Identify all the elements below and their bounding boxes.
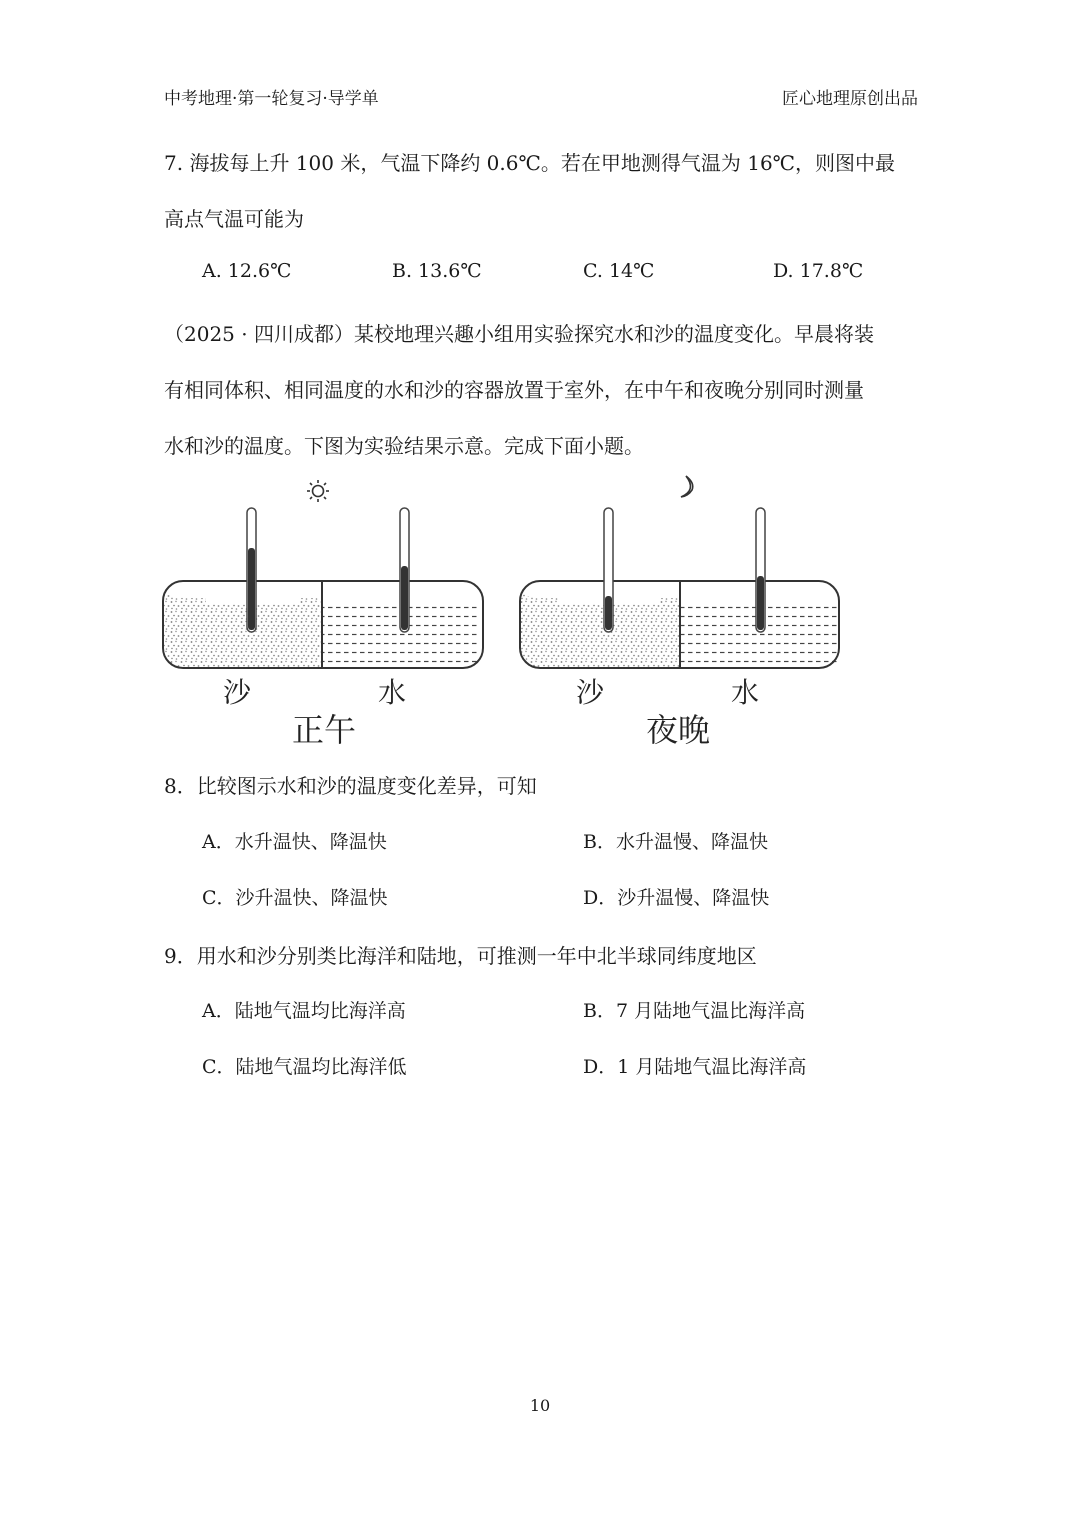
noon-water-thermometer bbox=[400, 508, 409, 632]
intro-line3: 水和沙的温度。下图为实验结果示意。完成下面小题。 bbox=[164, 434, 644, 458]
noon-sand-fill bbox=[163, 592, 322, 668]
noon-panel bbox=[163, 480, 483, 668]
q9-stem: 9．用水和沙分别类比海洋和陆地，可推测一年中北半球同纬度地区 bbox=[164, 944, 757, 968]
header-left: 中考地理·第一轮复习·导学单 bbox=[164, 89, 379, 109]
q7-option-a: A. 12.6℃ bbox=[202, 260, 292, 282]
q9-option-d: D．1 月陆地气温比海洋高 bbox=[583, 1056, 807, 1078]
noon-water-label: 水 bbox=[377, 676, 407, 709]
q8-option-d: D．沙升温慢、降温快 bbox=[583, 887, 770, 909]
night-sand-label: 沙 bbox=[575, 676, 605, 709]
q9-option-b: B．7 月陆地气温比海洋高 bbox=[583, 1000, 806, 1022]
q8-option-c: C．沙升温快、降温快 bbox=[202, 887, 388, 909]
noon-sand-thermometer bbox=[247, 508, 256, 632]
q7-stem-line1: 7. 海拔每上升 100 米，气温下降约 0.6℃。若在甲地测得气温为 16℃，则图中最 bbox=[164, 151, 896, 175]
night-sand-fill bbox=[520, 592, 680, 668]
moon-icon bbox=[681, 476, 693, 497]
night-panel bbox=[520, 476, 839, 668]
night-water-label: 水 bbox=[730, 676, 760, 709]
q9-option-a: A．陆地气温均比海洋高 bbox=[202, 1000, 406, 1022]
intro-line1: （2025 · 四川成都）某校地理兴趣小组用实验探究水和沙的温度变化。早晨将装 bbox=[164, 322, 874, 346]
page-number: 10 bbox=[529, 1396, 551, 1415]
q7-option-b: B. 13.6℃ bbox=[392, 260, 482, 282]
night-water-thermometer bbox=[756, 508, 765, 632]
header-right: 匠心地理原创出品 bbox=[782, 89, 918, 109]
noon-sand-label: 沙 bbox=[222, 676, 252, 709]
night-sand-thermometer bbox=[604, 508, 613, 632]
noon-caption: 正午 bbox=[291, 711, 357, 749]
night-caption: 夜晚 bbox=[645, 711, 711, 749]
experiment-figure bbox=[0, 0, 1080, 760]
q7-option-c: C. 14℃ bbox=[583, 260, 655, 282]
q8-option-b: B．水升温慢、降温快 bbox=[583, 831, 768, 853]
sun-icon bbox=[307, 480, 329, 502]
q7-stem-line2: 高点气温可能为 bbox=[164, 207, 304, 231]
q7-option-d: D. 17.8℃ bbox=[773, 260, 864, 282]
q8-option-a: A．水升温快、降温快 bbox=[202, 831, 387, 853]
intro-line2: 有相同体积、相同温度的水和沙的容器放置于室外，在中午和夜晚分别同时测量 bbox=[164, 378, 864, 402]
q8-stem: 8．比较图示水和沙的温度变化差异，可知 bbox=[164, 774, 537, 798]
q9-option-c: C．陆地气温均比海洋低 bbox=[202, 1056, 407, 1078]
